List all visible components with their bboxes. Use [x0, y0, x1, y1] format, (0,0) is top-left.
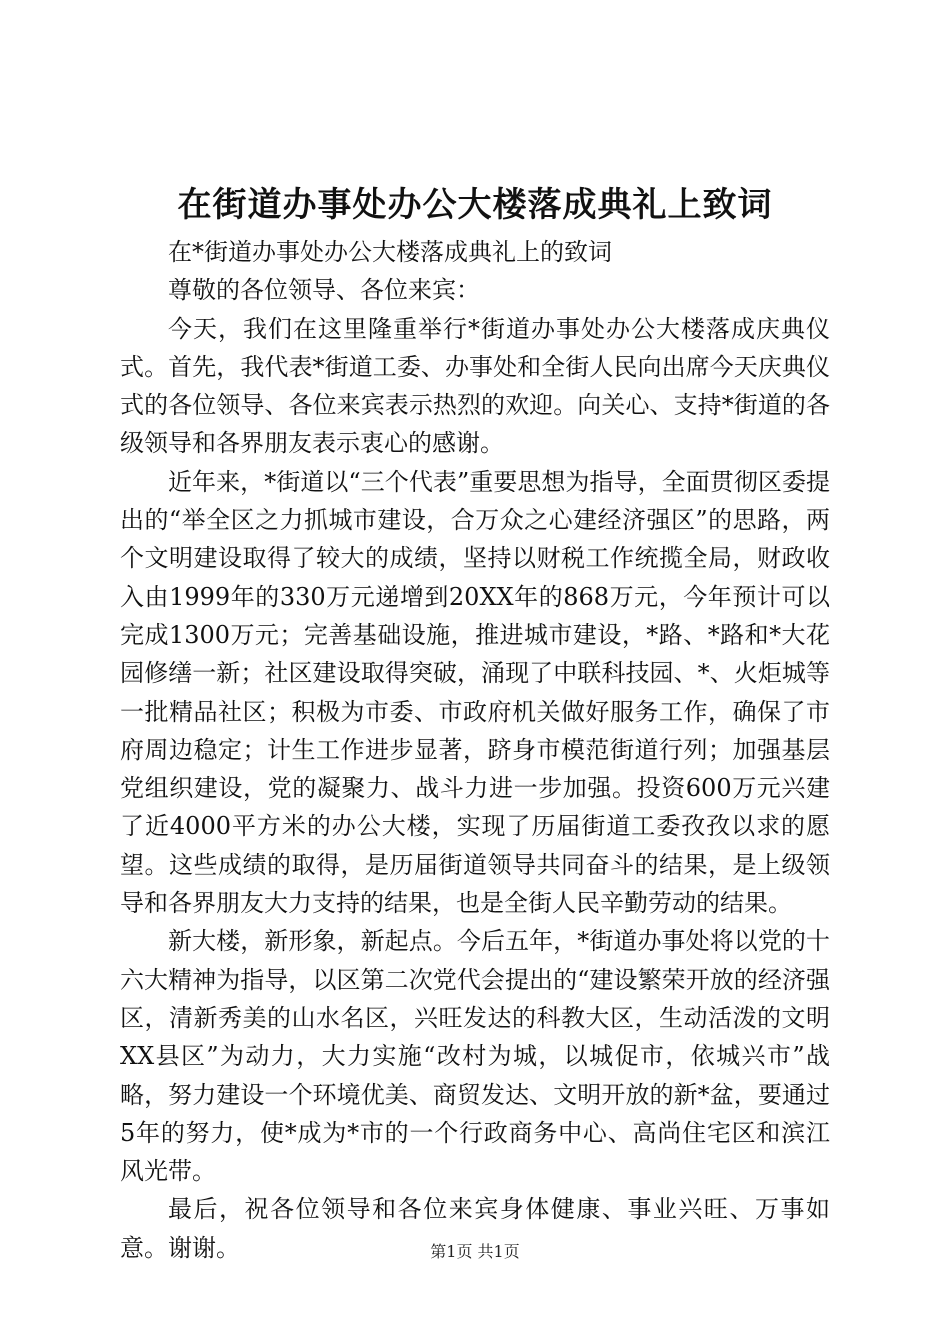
page-number-footer: 第1页 共1页	[430, 1242, 520, 1261]
salutation-paragraph: 尊敬的各位领导、各位来宾：	[168, 276, 480, 305]
body-paragraph: 今天，我们在这里隆重举行*街道办事处办公大楼落成庆典仪式。首先，我代表*街道工委、办事处和全街人民向出席今天庆典仪式的各位领导、各位来宾表示热烈的欢迎。向关心、支持*街道的各级领导和各界朋友表示衷心的感谢。	[120, 314, 830, 458]
document-body	[120, 233, 830, 1267]
document-title: 在街道办事处办公大楼落成典礼上致词	[177, 185, 773, 225]
body-paragraph: 近年来，*街道以“三个代表”重要思想为指导，全面贯彻区委提出的“举全区之力抓城市建设，合万众之心建经济强区”的思路，两个文明建设取得了较大的成绩，坚持以财税工作统揽全局，财政收入由1999年的330万元递增到20XX年的868万元，今年预计可以完成1300万元；完善基础设施，推进城市建设，*路、*路和*大花园修缮一新；社区建设取得突破，涌现了中联科技园、*、火炬城等一批精品社区；积极为市委、市政府机关做好服务工作，确保了市府周边稳定；计生工作进步显著，跻身市模范街道行列；加强基层党组织建设，党的凝聚力、战斗力进一步加强。投资600万元兴建了近4000平方米的办公大楼，实现了历届街道工委孜孜以求的愿望。这些成绩的取得，是历届街道领导共同奋斗的结果，是上级领导和各界朋友大力支持的结果，也是全街人民辛勤劳动的结果。	[120, 467, 830, 918]
closing-paragraph: 最后，祝各位领导和各位来宾身体健康、事业兴旺、万事如意。谢谢。	[120, 1195, 830, 1262]
subtitle-paragraph: 在*街道办事处办公大楼落成典礼上的致词	[168, 238, 612, 266]
body-paragraph: 新大楼，新形象，新起点。今后五年，*街道办事处将以党的十六大精神为指导，以区第二次党代会提出的“建设繁荣开放的经济强区，清新秀美的山水名区，兴旺发达的科教大区，生动活泼的文明XX县区”为动力，大力实施“改村为城，以城促市，依城兴市”战略，努力建设一个环境优美、商贸发达、文明开放的新*盆，要通过5年的努力，使*成为*市的一个行政商务中心、高尚住宅区和滨江风光带。	[120, 927, 830, 1186]
